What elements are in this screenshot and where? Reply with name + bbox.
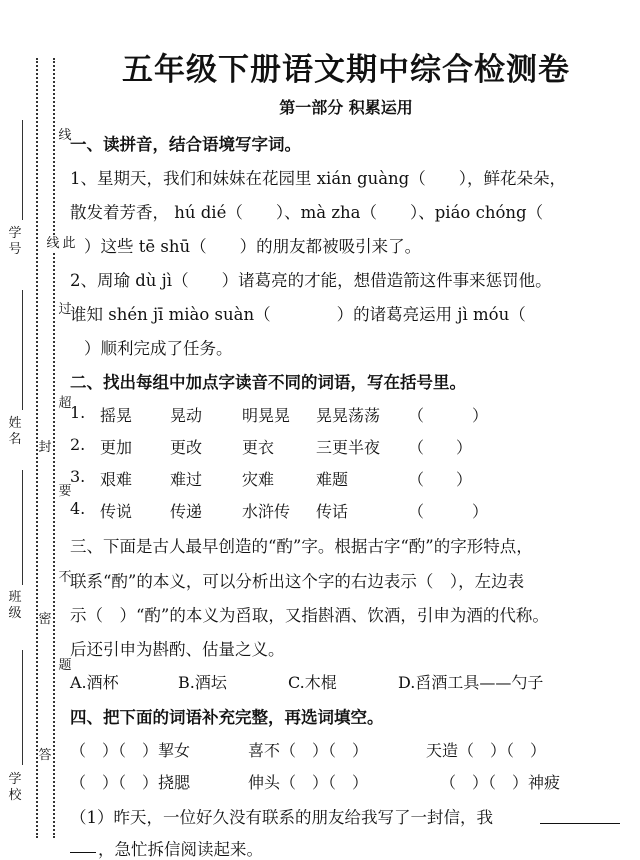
section2-row <box>70 499 630 521</box>
seal-char: 线 <box>58 128 72 143</box>
student-id-field[interactable] <box>22 120 23 220</box>
section1-line: 1、星期天，我们和妹妹在花园里 xián guàng（ ），鲜花朵朵， <box>70 169 566 188</box>
dotted-fold-line-inner <box>53 58 55 838</box>
section4-heading: 四、把下面的词语补充完整，再选词填空。 <box>70 708 384 727</box>
row-number: 1. <box>70 403 86 422</box>
section2-row <box>70 403 630 425</box>
section3-line: 示（ ）“酌”的本义为舀取，又指斟酒、饮酒，引申为酒的代称。 <box>70 606 549 625</box>
seal-char: 线 <box>46 236 60 251</box>
answer-blank[interactable]: （ ） <box>408 470 473 489</box>
seal-char: 题 <box>58 658 72 673</box>
idiom-blank[interactable]: （ ）（ ）挠腮 <box>70 773 191 792</box>
row-number: 2. <box>70 435 86 454</box>
section1-line: 散发着芳香， hú dié（ ）、mà zha（ ）、piáo chóng（ <box>70 203 544 222</box>
part-subtitle: 第一部分 积累运用 <box>279 98 413 117</box>
word: 传递 <box>170 502 203 521</box>
section3-line: 三、下面是古人最早创造的“酌”字。根据古字“酌”的字形特点， <box>70 537 533 556</box>
page-title: 五年级下册语文期中综合检测卷 <box>122 52 570 88</box>
idiom-blank[interactable]: （ ）（ ）神疲 <box>440 773 561 792</box>
word: 更改 <box>170 438 203 457</box>
section1-line: 谁知 shén jī miào suàn（ ）的诸葛亮运用 jì móu（ <box>70 305 526 324</box>
section3-line: 联系“酌”的本义，可以分析出这个字的右边表示（ ），左边表 <box>70 572 525 591</box>
section2-row <box>70 435 630 457</box>
option-d[interactable]: D.舀酒工具——勺子 <box>398 673 544 692</box>
name-label: 姓名 <box>8 416 22 447</box>
section1-line: ）这些 tē shū（ ）的朋友都被吸引来了。 <box>84 237 422 256</box>
word: 明晃晃 <box>242 406 291 425</box>
option-b[interactable]: B.酒坛 <box>178 673 227 692</box>
section3-line: 后还引申为斟酌、估量之义。 <box>70 640 285 659</box>
idiom-row <box>70 738 630 760</box>
seal-char: 要 <box>58 484 72 499</box>
section2-row <box>70 467 630 489</box>
school-field[interactable] <box>22 650 23 765</box>
word: 水浒传 <box>242 502 291 521</box>
name-field[interactable] <box>22 290 23 410</box>
seal-char: 密 <box>38 612 52 627</box>
seal-char: 封 <box>38 440 52 455</box>
word: 晃晃荡荡 <box>316 406 381 425</box>
fill-answer-line[interactable] <box>540 823 620 824</box>
word: 艰难 <box>100 470 133 489</box>
word: 摇晃 <box>100 406 133 425</box>
answer-blank[interactable]: （ ） <box>408 438 473 457</box>
word: 更加 <box>100 438 133 457</box>
word: 传话 <box>316 502 349 521</box>
option-c[interactable]: C.木棍 <box>288 673 337 692</box>
word: 三更半夜 <box>316 438 381 457</box>
seal-char: 不 <box>58 570 72 585</box>
word: 难题 <box>316 470 349 489</box>
section3-options <box>70 670 630 692</box>
school-label: 学校 <box>8 772 22 803</box>
idiom-blank[interactable]: 喜不（ ）（ ） <box>248 741 369 760</box>
idiom-blank[interactable]: 天造（ ）（ ） <box>426 741 547 760</box>
class-label: 班级 <box>8 590 22 621</box>
word: 更衣 <box>242 438 275 457</box>
section1-heading: 一、读拼音，结合语境写字词。 <box>70 135 301 154</box>
fill-question-1: （1）昨天，一位好久没有联系的朋友给我写了一封信，我 <box>70 808 493 827</box>
idiom-blank[interactable]: （ ）（ ）挈女 <box>70 741 191 760</box>
section2-heading: 二、找出每组中加点字读音不同的词语，写在括号里。 <box>70 373 466 392</box>
seal-char: 此 <box>62 236 76 251</box>
answer-blank[interactable]: （ ） <box>408 502 489 521</box>
word: 晃动 <box>170 406 203 425</box>
option-a[interactable]: A.酒杯 <box>70 673 119 692</box>
class-field[interactable] <box>22 470 23 585</box>
seal-char: 答 <box>38 748 52 763</box>
answer-blank[interactable]: （ ） <box>408 406 489 425</box>
word: 灾难 <box>242 470 275 489</box>
fill-question-1-cont: ，急忙拆信阅读起来。 <box>98 840 263 859</box>
word: 难过 <box>170 470 203 489</box>
seal-char: 过 <box>58 302 72 317</box>
section1-line: 2、周瑜 dù jì（ ）诸葛亮的才能，想借造箭这件事来惩罚他。 <box>70 271 552 290</box>
fill-answer-line[interactable] <box>70 852 96 853</box>
row-number: 4. <box>70 499 86 518</box>
binding-margin <box>0 0 76 860</box>
word: 传说 <box>100 502 133 521</box>
idiom-blank[interactable]: 伸头（ ）（ ） <box>248 773 369 792</box>
row-number: 3. <box>70 467 86 486</box>
idiom-row <box>70 770 630 792</box>
section1-line: ）顺利完成了任务。 <box>84 339 233 358</box>
student-id-label: 学号 <box>8 226 22 257</box>
seal-char: 超 <box>58 396 72 411</box>
